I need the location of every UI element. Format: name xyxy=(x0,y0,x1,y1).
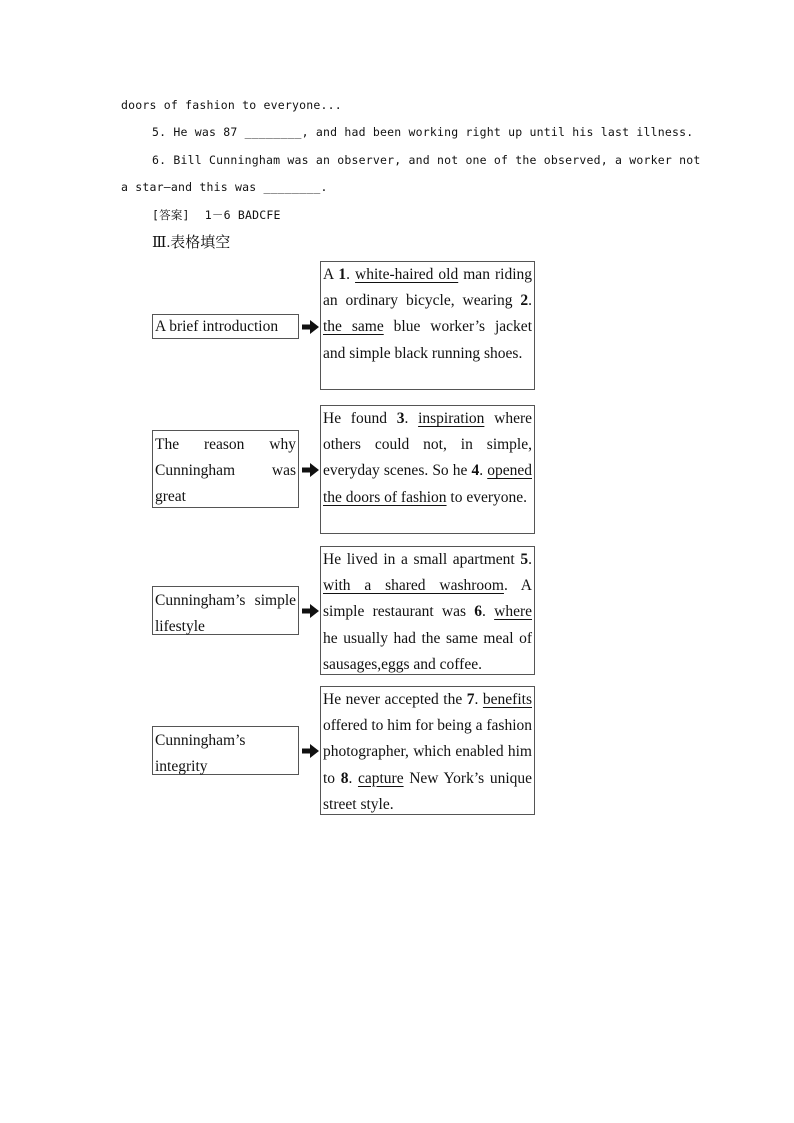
text-segment: . xyxy=(348,769,358,787)
blank-number: 4 xyxy=(471,462,480,480)
text-segment: . xyxy=(482,603,495,621)
answer-fill: the same xyxy=(323,318,384,336)
left-box-label: Cunningham’s simple lifestyle xyxy=(155,592,296,635)
text-segment: New York’s unique street style. xyxy=(323,769,533,813)
text-segment: . xyxy=(479,462,488,480)
text-segment: man riding an ordinary bicycle, wearing xyxy=(323,266,532,310)
question-6: 6. Bill Cunningham was an observer, and not one of the observed, a worker not xyxy=(152,153,701,167)
text-line-1: doors of fashion to everyone... xyxy=(121,98,342,112)
answer-fill: white-haired old xyxy=(355,266,459,283)
text-segment: He lived in a small apartment xyxy=(323,551,521,568)
text-segment: offered to him for being a fashion photographer, which enabled him to xyxy=(323,717,532,787)
text-segment: . xyxy=(346,266,356,283)
left-box-label: Cunningham’s integrity xyxy=(155,732,246,775)
blank-number: 8 xyxy=(340,769,349,787)
left-box-label: The reason why Cunningham was great xyxy=(155,436,296,505)
answer-fill: with a shared washroom xyxy=(323,577,504,595)
answer-line xyxy=(152,207,281,223)
text-segment: he usually had the same meal of sausages,eggs and coffee. xyxy=(323,629,532,673)
text-segment: . xyxy=(474,691,483,708)
section-title: Ⅲ.表格填空 xyxy=(152,235,231,251)
right-box-reason xyxy=(320,405,535,534)
right-box-intro xyxy=(320,261,535,390)
left-box-intro xyxy=(152,314,299,339)
answer-text: 1－6 BADCFE xyxy=(204,208,281,222)
blank-number: 3 xyxy=(396,410,405,427)
blank-number: 1 xyxy=(338,266,347,283)
text-segment: He never accepted the xyxy=(323,691,467,708)
left-box-lifestyle xyxy=(152,586,299,635)
blank-number: 6 xyxy=(474,603,483,621)
question-6-continued: a star—and this was ________. xyxy=(121,180,328,194)
left-box-reason xyxy=(152,430,299,508)
text-segment: . xyxy=(404,410,419,427)
right-arrow-icon xyxy=(302,463,319,477)
right-box-lifestyle xyxy=(320,546,535,675)
text-segment: where others could not, in simple, everyday scenes. So he xyxy=(323,410,532,480)
blank-number: 2 xyxy=(520,292,529,310)
right-arrow-icon xyxy=(302,320,319,334)
left-box-integrity xyxy=(152,726,299,775)
text-segment: . A simple restaurant was xyxy=(323,577,532,621)
blank-number: 5 xyxy=(520,551,529,568)
left-box-label: A brief introduction xyxy=(155,318,279,335)
right-box-integrity xyxy=(320,686,535,815)
question-5: 5. He was 87 ________, and had been working right up until his last illness. xyxy=(152,125,694,139)
answer-fill: opened the doors of fashion xyxy=(323,462,532,506)
answer-fill: where xyxy=(494,603,533,621)
answer-fill: capture xyxy=(357,769,404,787)
answer-tag: [答案] xyxy=(152,208,190,222)
right-arrow-icon xyxy=(302,744,319,758)
right-arrow-icon xyxy=(302,604,319,618)
blank-number: 7 xyxy=(466,691,475,708)
text-segment: A xyxy=(323,266,339,283)
text-segment: blue worker’s jacket and simple black running shoes. xyxy=(323,318,532,362)
answer-fill: benefits xyxy=(482,691,532,708)
text-segment: He found xyxy=(323,410,397,427)
answer-fill: inspiration xyxy=(418,410,485,427)
text-segment: to everyone. xyxy=(446,488,528,506)
text-segment: . xyxy=(528,292,532,310)
text-segment: . xyxy=(528,551,532,568)
